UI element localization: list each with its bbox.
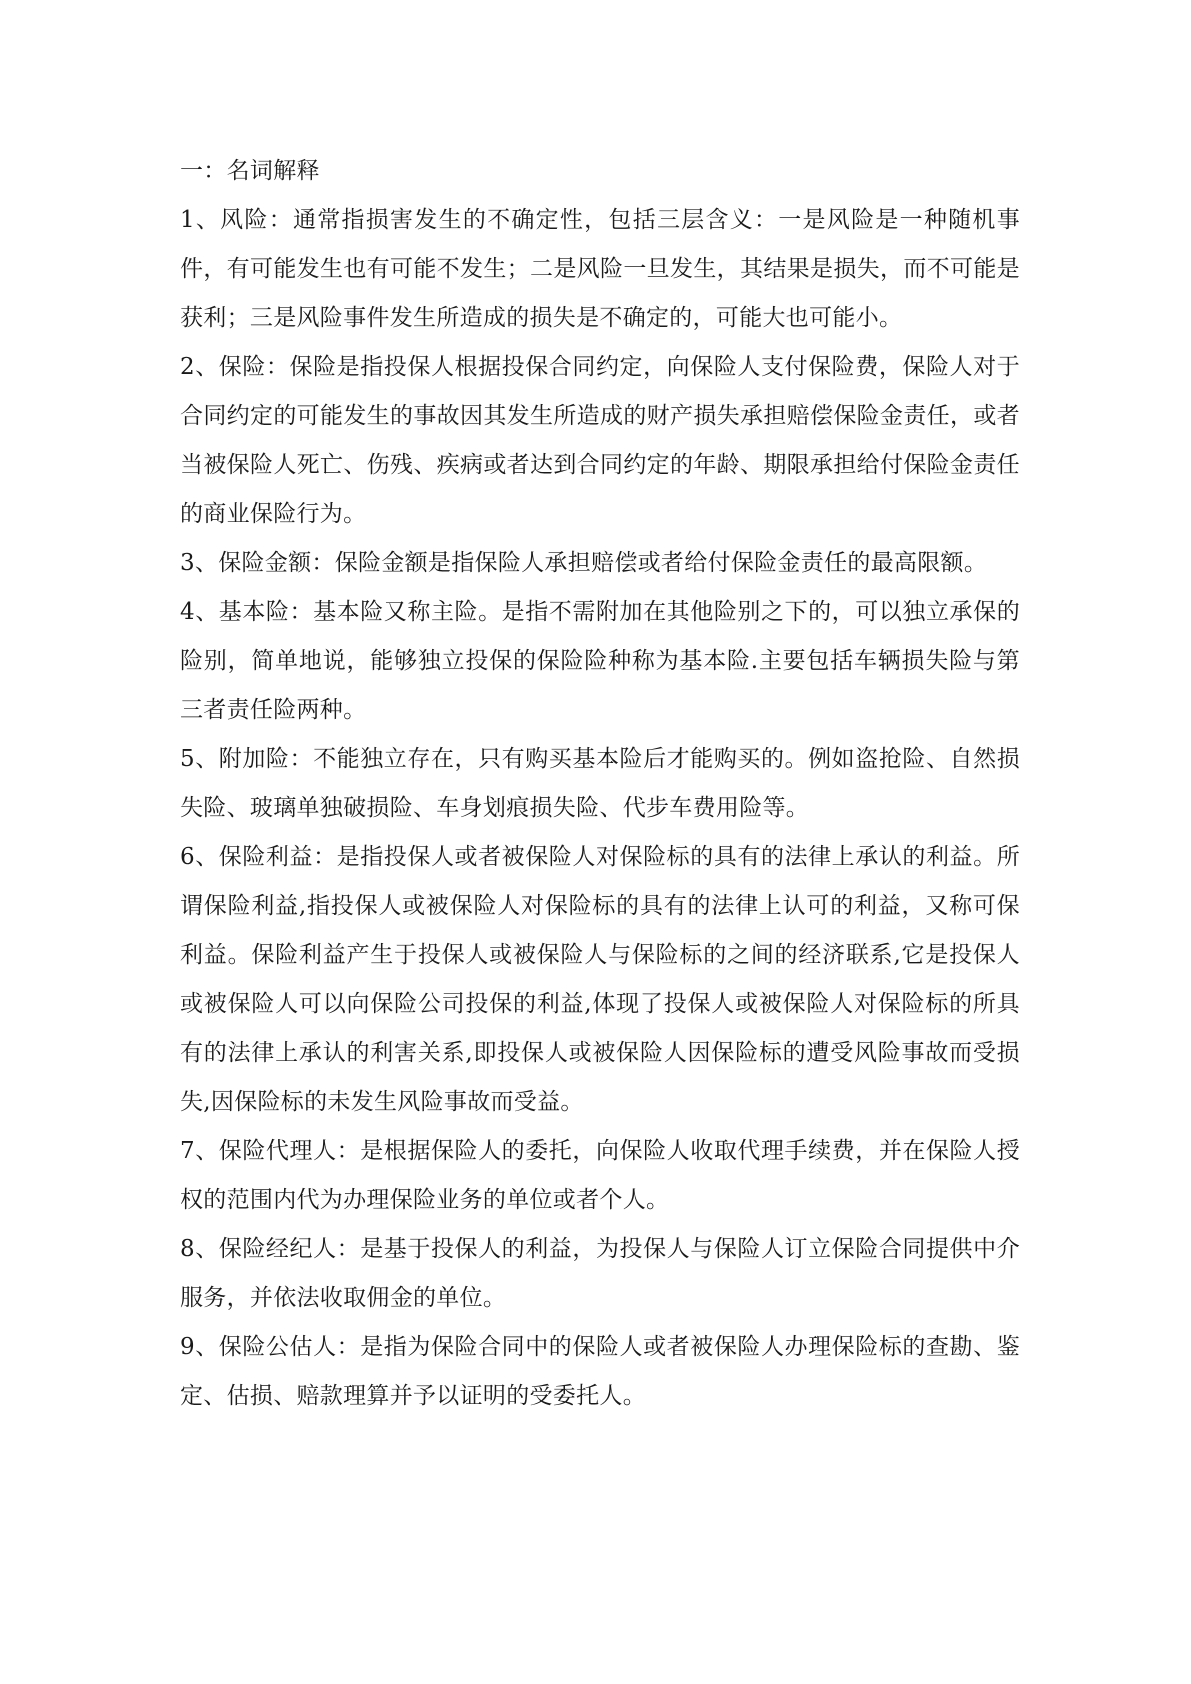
definition-risk: 1、风险：通常指损害发生的不确定性，包括三层含义：一是风险是一种随机事件，有可能发生也有可能不发生；二是风险一旦发生，其结果是损失，而不可能是获利；三是风险事件发生所造成的损失是不确定的，可能大也可能小。 — [180, 207, 1020, 331]
document-body — [180, 147, 1020, 1421]
definition-insurance-assessor: 9、保险公估人：是指为保险合同中的保险人或者被保险人办理保险标的查勘、鉴定、估损、赔款理算并予以证明的受委托人。 — [180, 1334, 1020, 1409]
definition-basic-coverage: 4、基本险：基本险又称主险。是指不需附加在其他险别之下的，可以独立承保的险别，简单地说，能够独立投保的保险险种称为基本险.主要包括车辆损失险与第三者责任险两种。 — [180, 599, 1020, 723]
definition-insurance-broker: 8、保险经纪人：是基于投保人的利益，为投保人与保险人订立保险合同提供中介服务，并依法收取佣金的单位。 — [180, 1236, 1020, 1311]
definition-insurable-interest: 6、保险利益：是指投保人或者被保险人对保险标的具有的法律上承认的利益。所谓保险利益,指投保人或被保险人对保险标的具有的法律上认可的利益，又称可保利益。保险利益产生于投保人或被保险人与保险标的之间的经济联系,它是投保人或被保险人可以向保险公司投保的利益,体现了投保人或被保险人对保险标的所具有的法律上承认的利害关系,即投保人或被保险人因保险标的遭受风险事故而受损失,因保险标的未发生风险事故而受益。 — [180, 844, 1020, 1115]
definition-sum-insured: 3、保险金额：保险金额是指保险人承担赔偿或者给付保险金责任的最高限额。 — [180, 550, 988, 576]
definition-insurance-agent: 7、保险代理人：是根据保险人的委托，向保险人收取代理手续费，并在保险人授权的范围内代为办理保险业务的单位或者个人。 — [180, 1138, 1020, 1213]
section-heading: 一：名词解释 — [180, 158, 320, 184]
definition-additional-coverage: 5、附加险：不能独立存在，只有购买基本险后才能购买的。例如盗抢险、自然损失险、玻璃单独破损险、车身划痕损失险、代步车费用险等。 — [180, 746, 1020, 821]
definition-insurance: 2、保险：保险是指投保人根据投保合同约定，向保险人支付保险费，保险人对于合同约定的可能发生的事故因其发生所造成的财产损失承担赔偿保险金责任，或者当被保险人死亡、伤残、疾病或者达到合同约定的年龄、期限承担给付保险金责任的商业保险行为。 — [180, 354, 1020, 527]
